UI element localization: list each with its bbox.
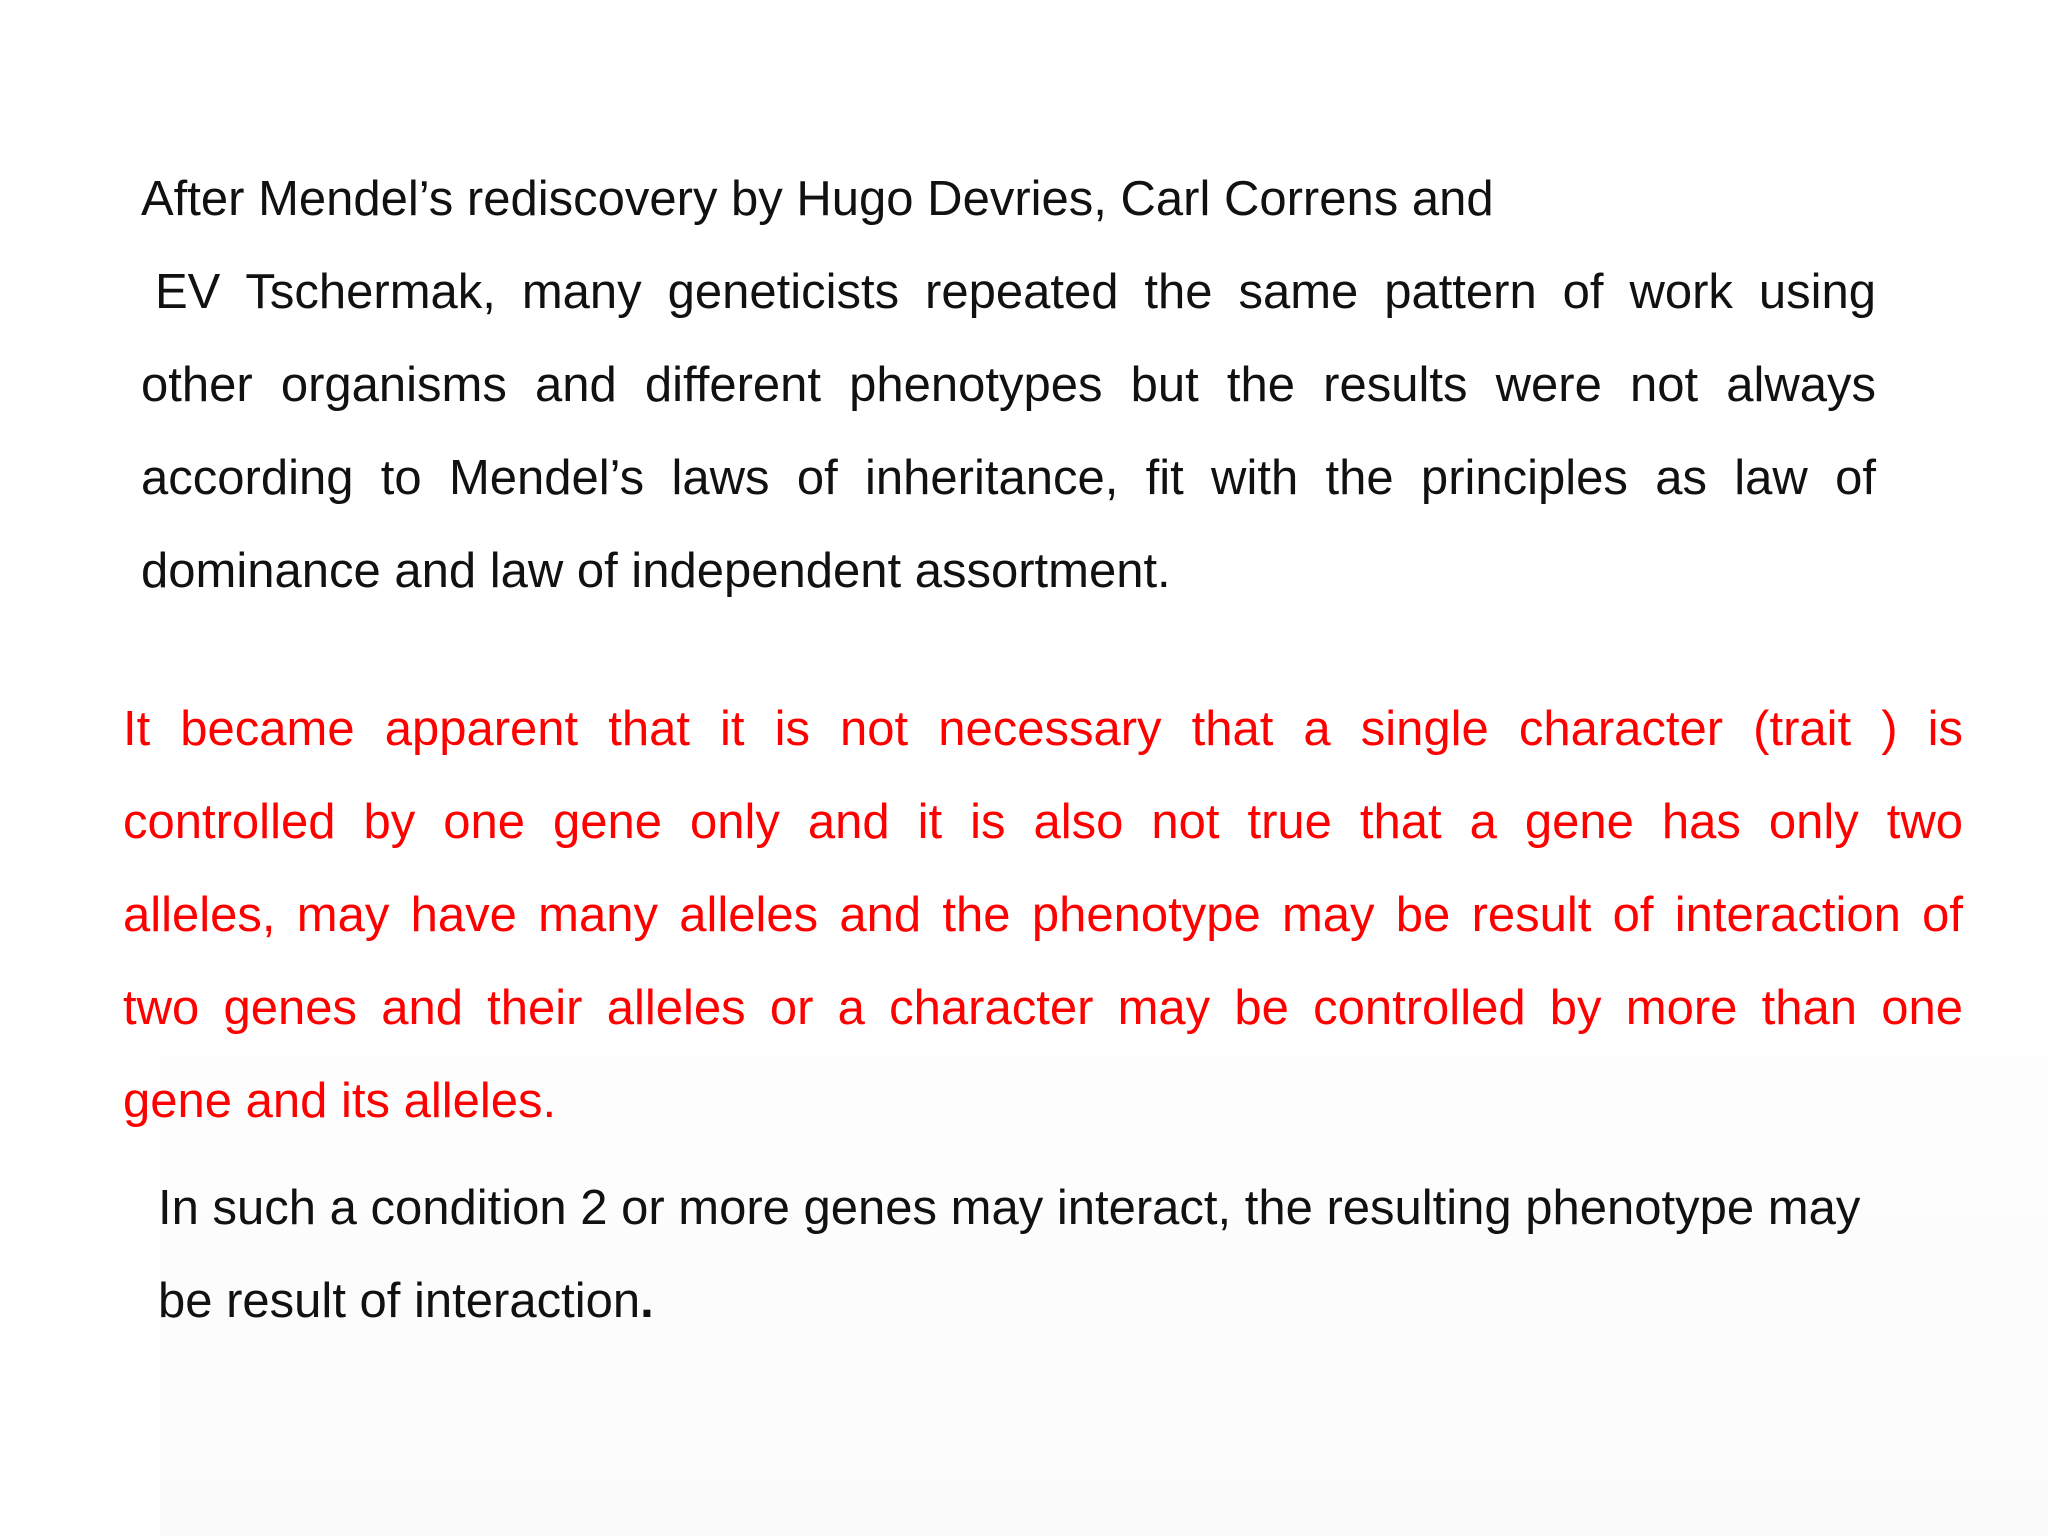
paragraph-line: EV Tschermak, many geneticists repeated the same pattern of work using — [155, 265, 1876, 319]
paragraph-line: dominance and law of independent assortment. — [141, 544, 1171, 598]
paragraph-end-mark: . — [640, 1274, 654, 1328]
paragraph-line-last — [158, 1255, 1958, 1348]
paragraph-line: alleles, may have many alleles and the phenotype may be result of interaction of — [123, 888, 1963, 942]
paragraph-line: In such a condition 2 or more genes may interact, the resulting phenotype may — [158, 1181, 1861, 1235]
paragraph-gene-interaction-highlight — [123, 683, 1963, 1148]
paragraph-line: two genes and their alleles or a character may be controlled by more than one — [123, 981, 1963, 1035]
paragraph-line: After Mendel’s rediscovery by Hugo Devries, Carl Correns and — [141, 172, 1494, 226]
paragraph-line: other organisms and different phenotypes but the results were not always — [141, 358, 1876, 412]
paragraph-line: according to Mendel’s laws of inheritance, fit with the principles as law of — [141, 451, 1876, 505]
paragraph-line-text: be result of interaction — [158, 1274, 641, 1328]
paragraph-condition-summary — [158, 1162, 1958, 1348]
paragraph-line: gene and its alleles. — [123, 1074, 557, 1128]
paragraph-line: controlled by one gene only and it is also not true that a gene has only two — [123, 795, 1963, 849]
paragraph-mendel-rediscovery — [141, 153, 1876, 618]
paragraph-line: It became apparent that it is not necessary that a single character (trait ) is — [123, 702, 1963, 756]
